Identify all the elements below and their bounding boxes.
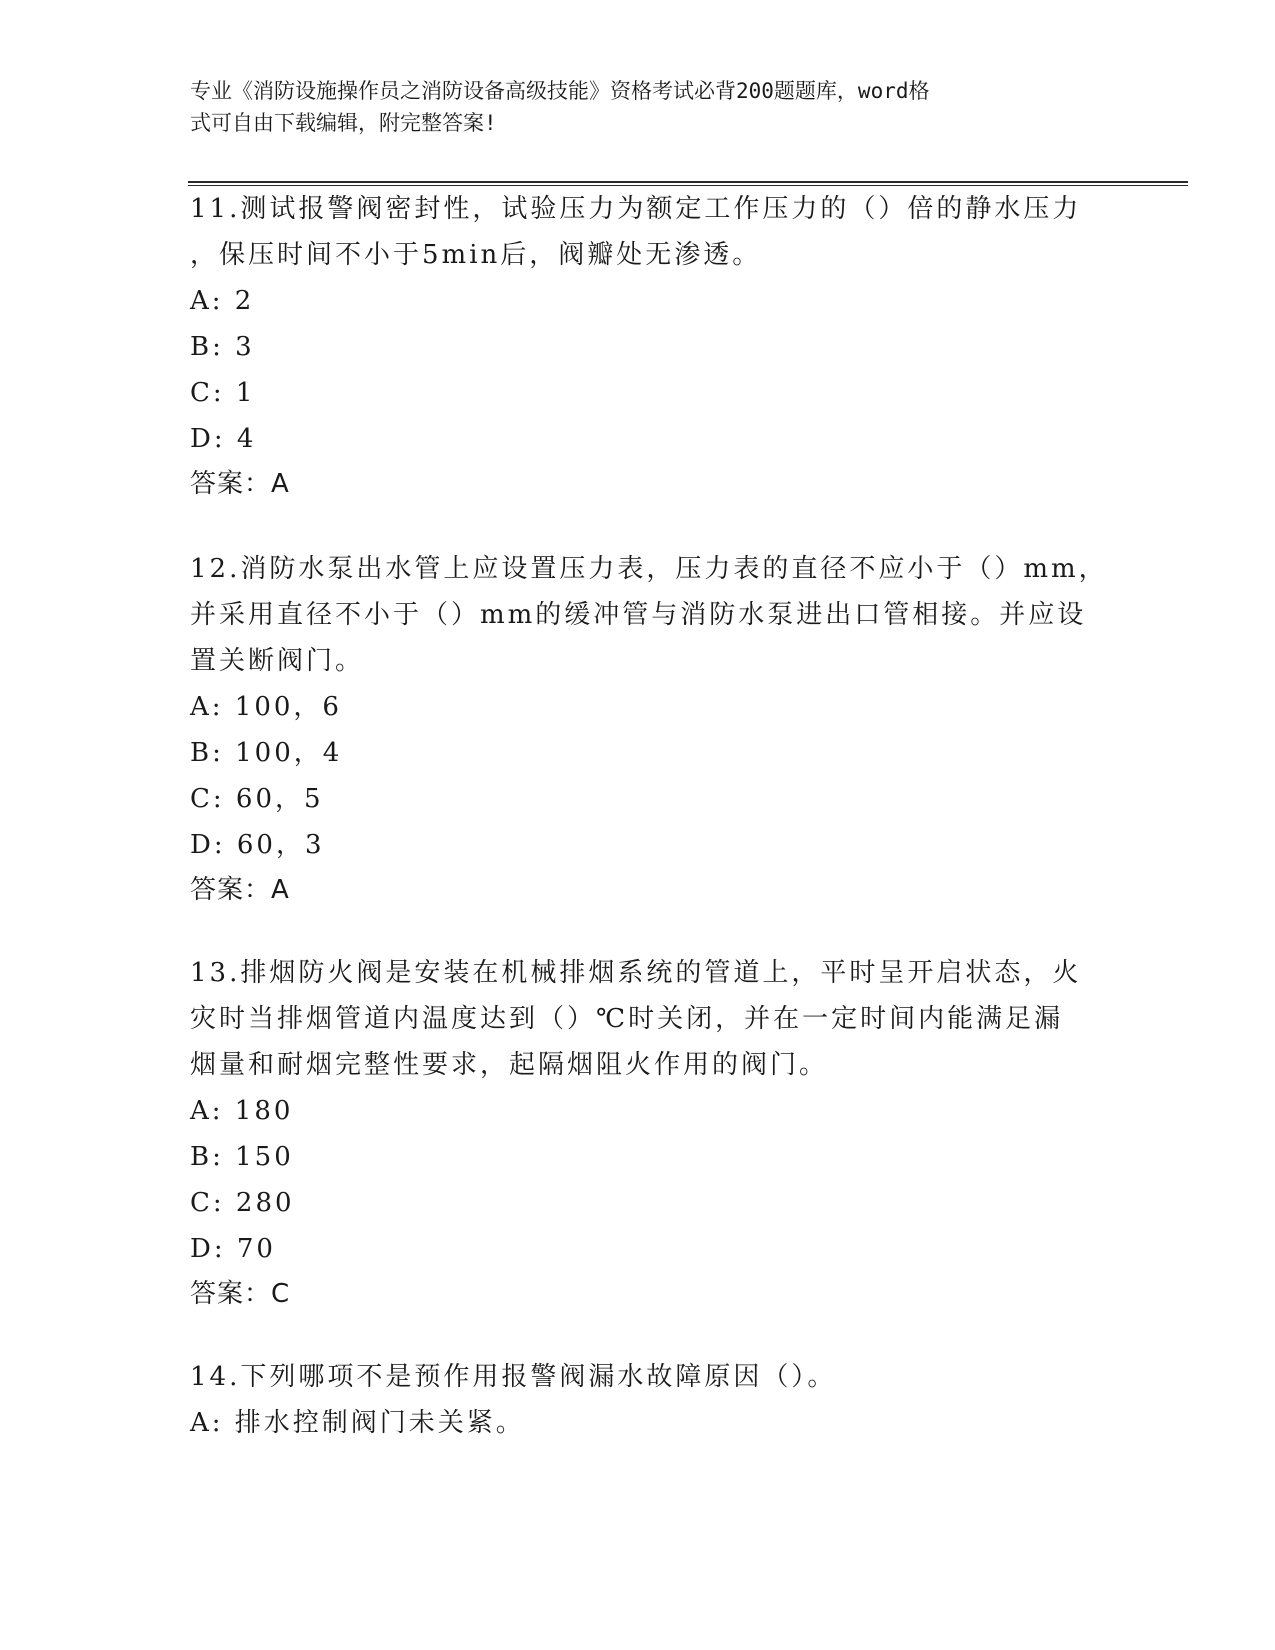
answer-label: 答案：A — [190, 469, 290, 499]
option-b: B: 100，4 — [190, 738, 343, 768]
header-divider-top — [188, 181, 1188, 183]
question-text-line: 13.排烟防火阀是安装在机械排烟系统的管道上，平时呈开启状态，火 — [190, 958, 1082, 988]
document-header — [190, 75, 1090, 139]
question-11 — [190, 186, 1110, 506]
question-13 — [190, 950, 1110, 1316]
question-text-line: 并采用直径不小于（）mm的缓冲管与消防水泵进出口管相接。并应设 — [190, 600, 1087, 630]
header-line-1: 专业《消防设施操作员之消防设备高级技能》资格考试必背200题题库，word格 — [190, 79, 930, 103]
option-d: D: 70 — [190, 1234, 276, 1264]
question-14 — [190, 1354, 1110, 1446]
question-text-line: 灾时当排烟管道内温度达到（）℃时关闭，并在一定时间内能满足漏 — [190, 1004, 1064, 1034]
question-12 — [190, 546, 1110, 912]
option-a: A: 排水控制阀门未关紧。 — [190, 1408, 525, 1438]
question-text-line: 14.下列哪项不是预作用报警阀漏水故障原因（）。 — [190, 1362, 837, 1392]
question-text-line: 12.消防水泵出水管上应设置压力表，压力表的直径不应小于（）mm， — [190, 554, 1108, 584]
header-line-2: 式可自由下载编辑，附完整答案! — [190, 111, 497, 135]
answer-label: 答案：A — [190, 875, 290, 905]
answer-label: 答案：C — [190, 1279, 291, 1309]
option-a: A: 180 — [190, 1096, 294, 1126]
option-b: B: 150 — [190, 1142, 294, 1172]
option-d: D: 60，3 — [190, 830, 325, 860]
option-c: C: 280 — [190, 1188, 295, 1218]
option-d: D: 4 — [190, 424, 257, 454]
option-a: A: 100，6 — [190, 692, 342, 722]
option-a: A: 2 — [190, 286, 255, 316]
question-text-line: ，保压时间不小于5min后，阀瓣处无渗透。 — [190, 240, 762, 270]
question-text-line: 烟量和耐烟完整性要求，起隔烟阻火作用的阀门。 — [190, 1050, 829, 1080]
option-c: C: 60，5 — [190, 784, 324, 814]
option-c: C: 1 — [190, 378, 256, 408]
question-text-line: 置关断阀门。 — [190, 646, 365, 676]
question-text-line: 11.测试报警阀密封性，试验压力为额定工作压力的（）倍的静水压力 — [190, 194, 1082, 224]
option-b: B: 3 — [190, 332, 255, 362]
